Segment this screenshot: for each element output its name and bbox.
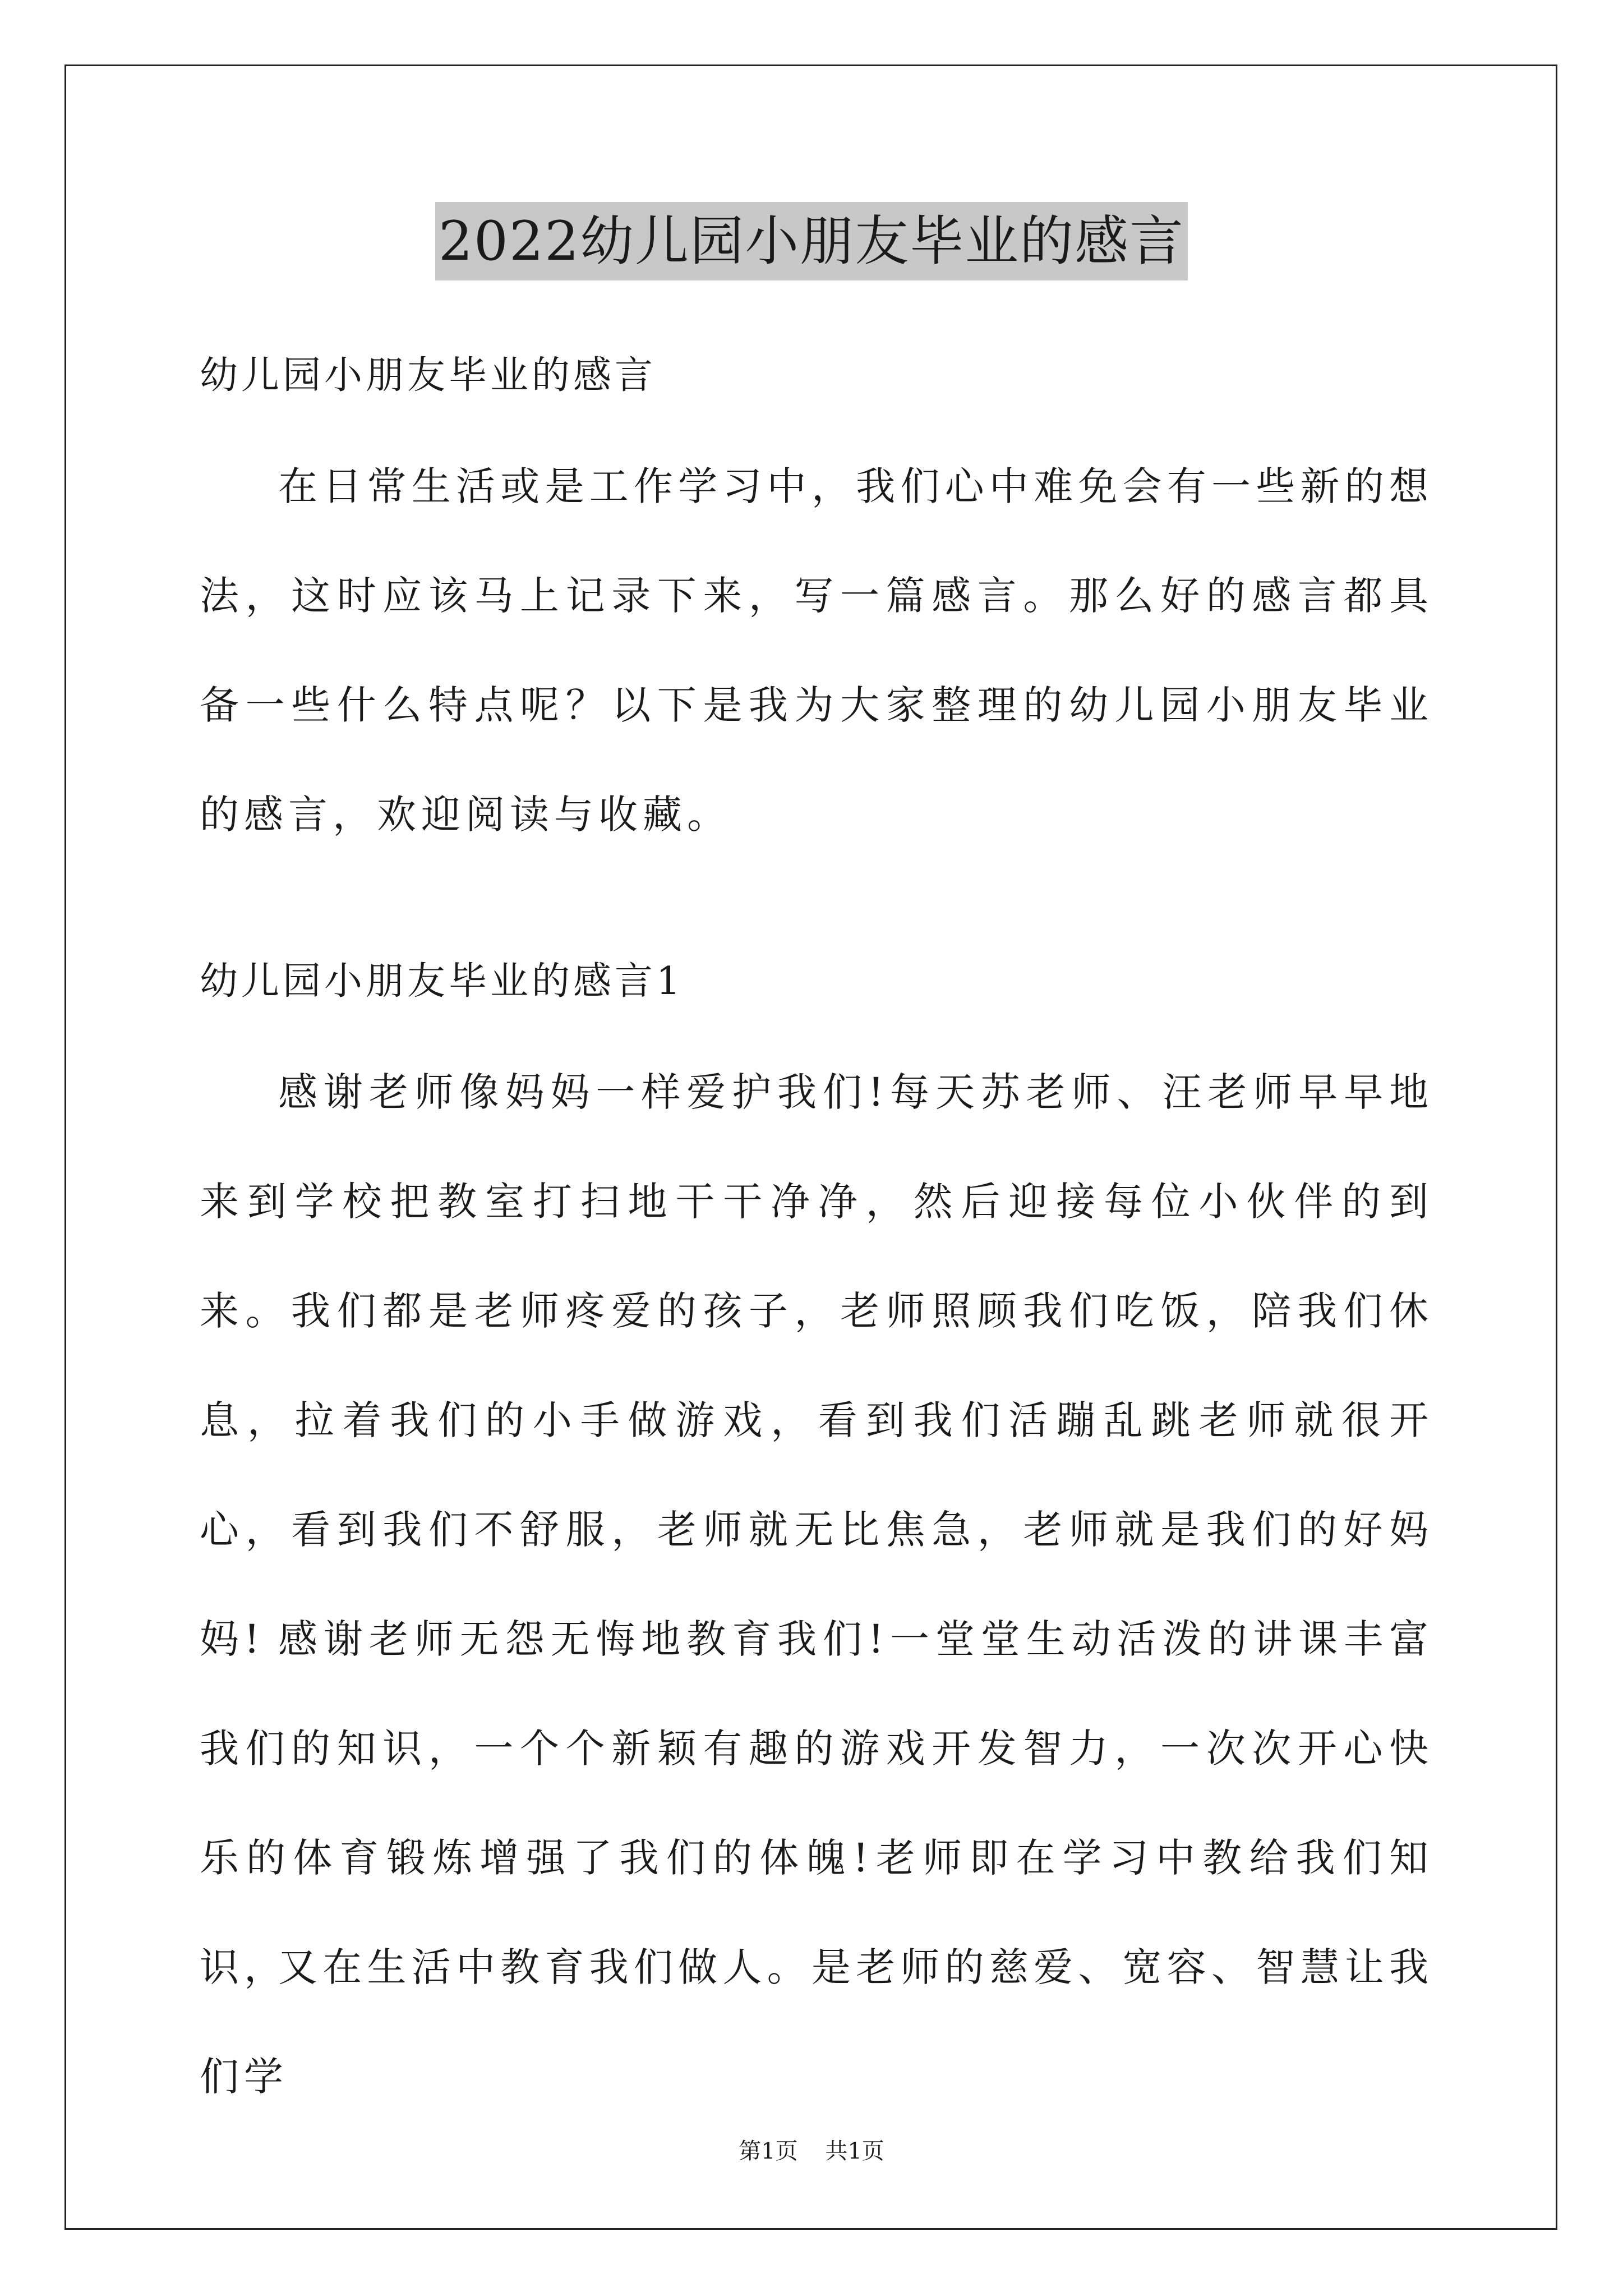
document-title: 2022幼儿园小朋友毕业的感言 xyxy=(435,202,1188,280)
page-total: 共1页 xyxy=(825,2138,884,2164)
body-paragraph-1: 感谢老师像妈妈一样爱护我们!每天苏老师、汪老师早早地来到学校把教室打扫地干干净净，然后迎接每位小伙伴的到来。我们都是老师疼爱的孩子，老师照顾我们吃饭，陪我们休息，拉着我们的小手做游戏，看到我们活蹦乱跳老师就很开心，看到我们不舒服，老师就无比焦急，老师就是我们的好妈妈! xyxy=(200,1069,1433,1662)
document-subtitle: 幼儿园小朋友毕业的感言 xyxy=(200,353,657,398)
section-heading: 幼儿园小朋友毕业的感言1 xyxy=(200,959,684,1004)
body-paragraph-3: 又在生活中教育我们做人。是老师的慈爱、宽容、智慧让我们学 xyxy=(200,1944,1433,2100)
title-container xyxy=(0,202,1623,280)
intro-paragraph: 在日常生活或是工作学习中，我们心中难免会有一些新的想法，这时应该马上记录下来，写一篇感言。那么好的感言都具备一些什么特点呢？以下是我为大家整理的幼儿园小朋友毕业的感言，欢迎阅读与收藏。 xyxy=(200,463,1433,838)
page-number: 第1页 xyxy=(739,2138,798,2164)
body-paragraph-2: 感谢老师无怨无悔地教育我们!一堂堂生动活泼的讲课丰富我们的知识，一个个新颖有趣的游戏开发智力，一次次开心快乐的体育锻炼增强了我们的体魄!老师即在学习中教给我们知识， xyxy=(200,1616,1433,1990)
page-footer xyxy=(0,2134,1623,2168)
